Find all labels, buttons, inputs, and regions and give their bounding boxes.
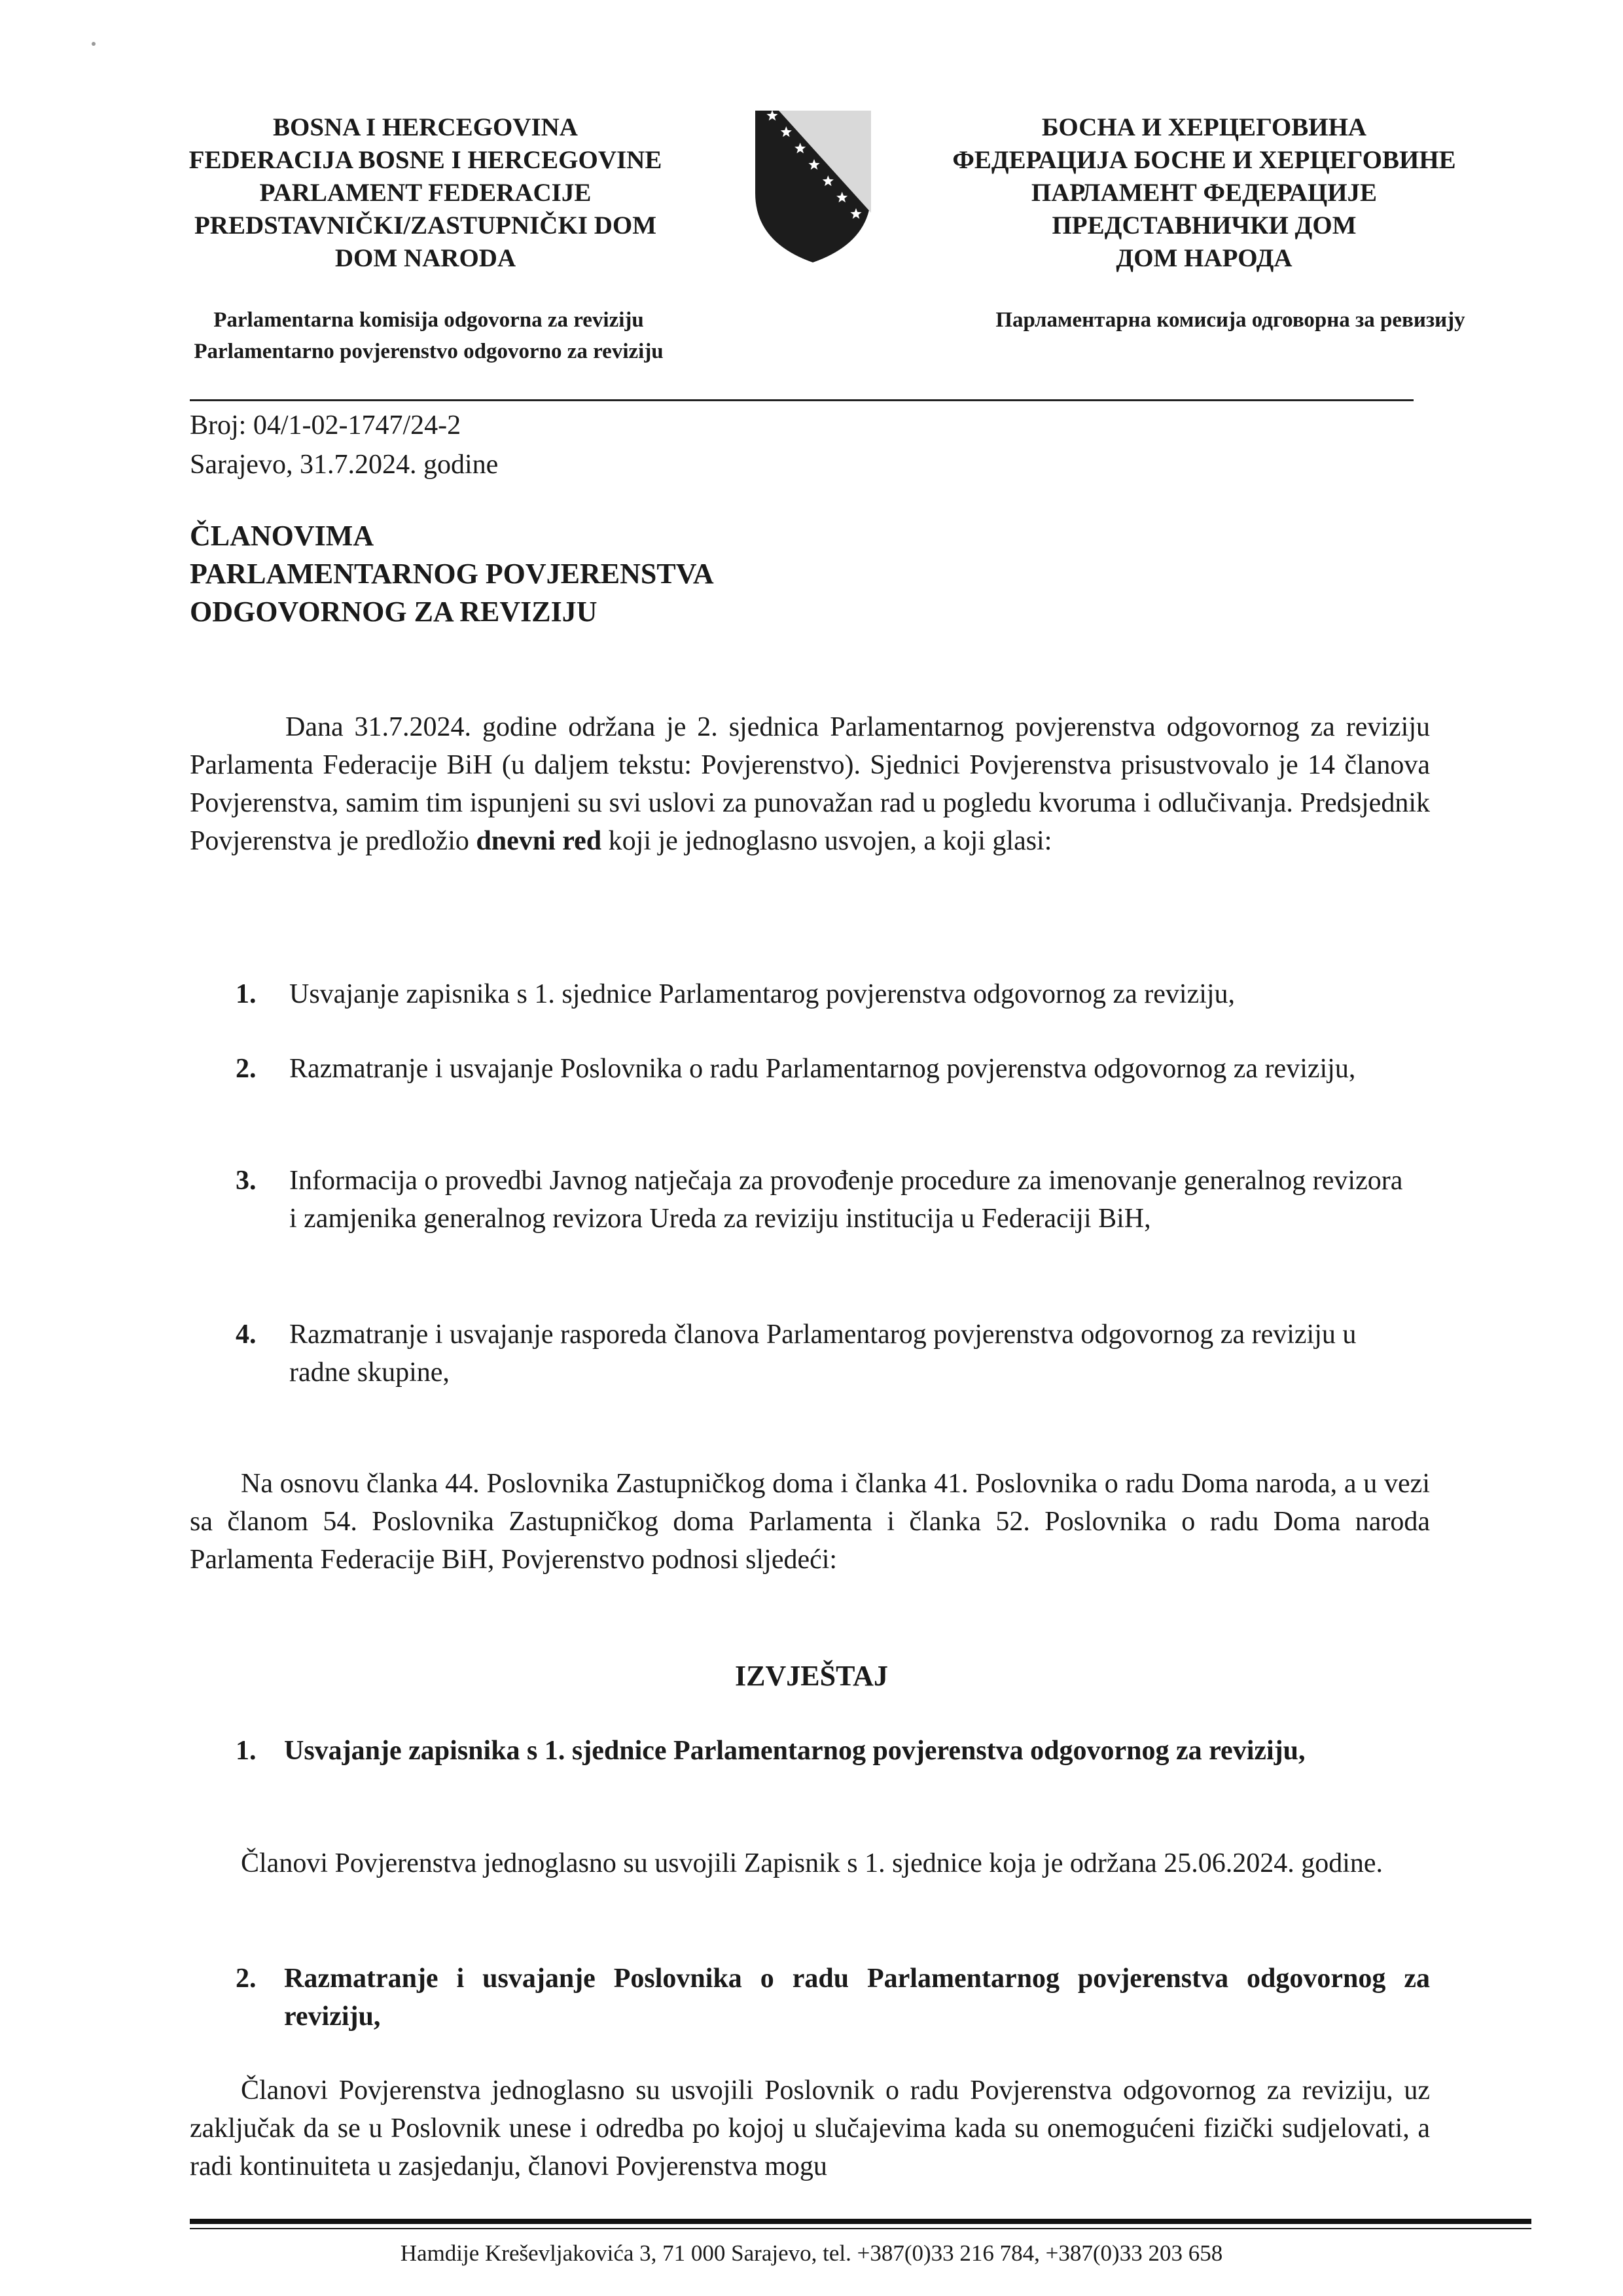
agenda-number: 4.	[236, 1319, 257, 1350]
agenda-item-4	[236, 1316, 1414, 1391]
header-cyrillic-line: ДОМ НАРОДА	[1116, 244, 1293, 272]
header-latin	[164, 111, 687, 275]
header-cyrillic-line: ФЕДЕРАЦИЈА БОСНЕ И ХЕРЦЕГОВИНЕ	[952, 146, 1456, 174]
section-1-heading	[236, 1732, 1430, 1770]
agenda-number: 1.	[236, 979, 257, 1009]
section-heading-text: Razmatranje i usvajanje Poslovnika o radu Parlamentarnog povjerenstva odgovornog za reviziju,	[284, 1964, 1430, 2032]
document-number: Broj: 04/1-02-1747/24-2	[190, 410, 461, 440]
agenda-number: 2.	[236, 1054, 257, 1084]
agenda-text: Usvajanje zapisnika s 1. sjednice Parlamentarog povjerenstva odgovornog za reviziju,	[289, 979, 1236, 1009]
footer-address: Hamdije Kreševljakovića 3, 71 000 Sarajevo, tel. +387(0)33 216 784, +387(0)33 203 658	[400, 2240, 1223, 2266]
agenda-text: Informacija o provedbi Javnog natječaja za provođenje procedure za imenovanje generalnog revizora i zamjenika generalnog revizora Ureda za reviziju institucija u Federaciji BiH,	[289, 1166, 1403, 1234]
header-latin-line: PREDSTAVNIČKI/ZASTUPNIČKI DOM	[194, 211, 657, 240]
intro-paragraph	[190, 708, 1430, 860]
section-heading-text: Usvajanje zapisnika s 1. sjednice Parlamentarnog povjerenstva odgovornog za reviziju,	[284, 1736, 1306, 1766]
addressee-line: ODGOVORNOG ZA REVIZIJU	[190, 596, 597, 628]
subheader-latin	[124, 304, 733, 367]
section-body-text: Članovi Povjerenstva jednoglasno su usvojili Poslovnik o radu Povjerenstva odgovornog za reviziju, uz zaključak da se u Poslovnik unese i odredba po kojoj u slučajevima kada su onemogućeni fizički sudjelovati, a radi kontinuiteta u zasjedanju, članovi Povjerenstva mogu	[190, 2075, 1430, 2181]
subheader-latin-line: Parlamentarno povjerenstvo odgovorno za reviziju	[194, 340, 664, 363]
header-cyrillic-line: ПРЕДСТАВНИЧКИ ДОМ	[1052, 211, 1357, 240]
header-latin-line: DOM NARODA	[334, 244, 516, 272]
coat-of-arms-icon	[753, 108, 874, 265]
intro-bold-text: dnevni red	[476, 826, 602, 856]
header-cyrillic	[910, 111, 1499, 275]
addressee-line: PARLAMENTARNOG POVJERENSTVA	[190, 558, 714, 590]
header-divider	[190, 399, 1414, 401]
agenda-text: Razmatranje i usvajanje rasporeda članova Parlamentarog povjerenstva odgovornog za reviziju u radne skupine,	[289, 1319, 1357, 1388]
agenda-item-2	[236, 1050, 1414, 1088]
agenda-item-1	[236, 975, 1414, 1013]
document-place-date: Sarajevo, 31.7.2024. godine	[190, 450, 499, 480]
legal-basis-text: Na osnovu članka 44. Poslovnika Zastupničkog doma i članka 41. Poslovnika o radu Doma naroda, a u vezi sa članom 54. Poslovnika Zastupničkog doma Parlamenta i članka 52. Poslovnika o radu Doma naroda Parlamenta Federacije BiH, Povjerenstvo podnosi sljedeći:	[190, 1469, 1430, 1575]
header-cyrillic-line: ПАРЛАМЕНТ ФЕДЕРАЦИЈЕ	[1031, 179, 1378, 207]
section-2-heading	[236, 1960, 1430, 2036]
header-latin-line: PARLAMENT FEDERACIJE	[259, 179, 592, 207]
section-number: 2.	[236, 1964, 257, 1994]
addressee	[190, 517, 714, 631]
intro-text: Dana 31.7.2024. godine održana je 2. sjednica Parlamentarnog povjerenstva odgovornog za reviziju Parlamenta Federacije BiH (u daljem tekstu: Povjerenstvo). Sjednici Povjerenstva prisustvovalo je 14 članova Povjerenstva, samim tim ispunjeni su svi uslovi za punovažan rad u pogledu kvoruma i odlučivanja. Predsjednik Povjerenstva je predložio	[190, 712, 1430, 856]
header-latin-line: FEDERACIJA BOSNE I HERCEGOVINE	[188, 146, 662, 174]
footer-divider-thick	[190, 2219, 1531, 2224]
section-1-body	[190, 1844, 1430, 1882]
section-body-text: Članovi Povjerenstva jednoglasno su usvojili Zapisnik s 1. sjednice koja je održana 25.06.2024. godine.	[241, 1848, 1383, 1878]
agenda-number: 3.	[236, 1166, 257, 1196]
scan-speck	[92, 42, 96, 46]
subheader-latin-line: Parlamentarna komisija odgovorna za reviziju	[213, 308, 644, 332]
document-meta	[190, 406, 498, 484]
section-number: 1.	[236, 1736, 257, 1766]
header-cyrillic-line: БОСНА И ХЕРЦЕГОВИНА	[1041, 113, 1367, 141]
agenda-item-3	[236, 1162, 1414, 1238]
subheader-cyrillic-line: Парламентарна комисија одговорна за ревизију	[995, 308, 1465, 332]
footer-divider-thin	[190, 2228, 1531, 2229]
header-latin-line: BOSNA I HERCEGOVINA	[273, 113, 578, 141]
subheader-cyrillic	[916, 304, 1544, 336]
report-title: IZVJEŠTAJ	[735, 1660, 888, 1692]
section-2-body	[190, 2072, 1430, 2185]
intro-text-end: koji je jednoglasno usvojen, a koji glasi:	[601, 826, 1052, 856]
agenda-text: Razmatranje i usvajanje Poslovnika o radu Parlamentarnog povjerenstva odgovornog za reviziju,	[289, 1054, 1356, 1084]
addressee-line: ČLANOVIMA	[190, 520, 374, 552]
legal-basis-paragraph	[190, 1465, 1430, 1579]
